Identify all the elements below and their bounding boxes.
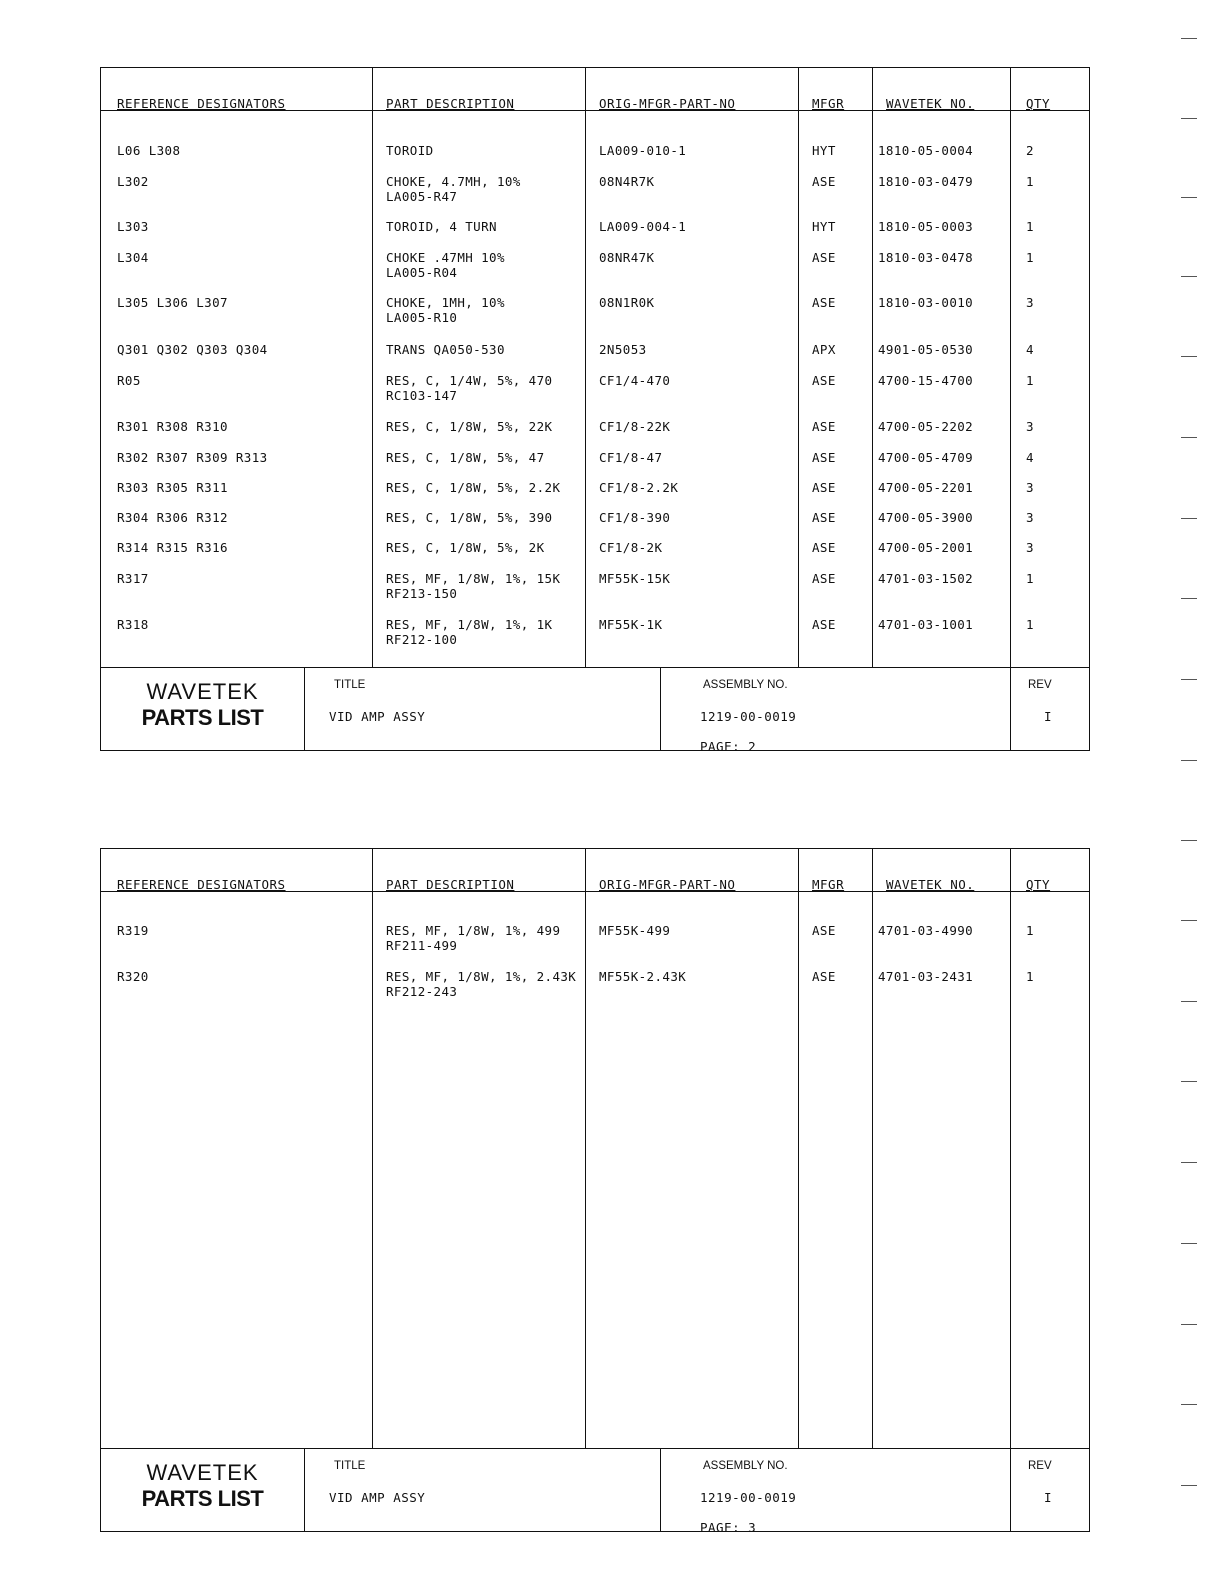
header-ref: REFERENCE DESIGNATORS (117, 96, 286, 111)
footer-divider (660, 667, 661, 750)
cell-ref: L302 (117, 174, 149, 189)
cell-mfgr: APX (812, 342, 836, 357)
cell-mfgr: ASE (812, 540, 836, 555)
cell-mfgr: ASE (812, 419, 836, 434)
cell-orig: MF55K-15K (599, 571, 671, 586)
footer-divider (1010, 667, 1011, 750)
margin-tick (1181, 38, 1197, 39)
header-wavetek: WAVETEK NO. (886, 96, 975, 111)
margin-tick (1181, 1162, 1197, 1163)
cell-mfgr: ASE (812, 969, 836, 984)
cell-wavetek: 1810-05-0004 (878, 143, 974, 158)
cell-wavetek: 4700-05-2001 (878, 540, 974, 555)
cell-wavetek: 4901-05-0530 (878, 342, 974, 357)
cell-qty: 1 (1026, 174, 1034, 189)
page-number: PAGE: 3 (700, 1520, 757, 1535)
cell-wavetek: 4700-05-3900 (878, 510, 974, 525)
column-divider (372, 849, 373, 1448)
header-ref: REFERENCE DESIGNATORS (117, 877, 286, 892)
cell-mfgr: HYT (812, 143, 836, 158)
cell-desc: CHOKE .47MH 10% LA005-R04 (386, 250, 505, 280)
cell-wavetek: 4701-03-2431 (878, 969, 974, 984)
cell-ref: R303 R305 R311 (117, 480, 228, 495)
footer-divider (1010, 1448, 1011, 1531)
cell-mfgr: ASE (812, 480, 836, 495)
rev-value: I (1044, 709, 1053, 724)
cell-qty: 2 (1026, 143, 1034, 158)
cell-orig: CF1/8-2K (599, 540, 663, 555)
cell-qty: 1 (1026, 373, 1034, 388)
parts-list-sheet-page-3 (100, 848, 1090, 1535)
cell-wavetek: 1810-05-0003 (878, 219, 974, 234)
column-divider (798, 68, 799, 667)
header-desc: PART DESCRIPTION (386, 96, 515, 111)
cell-mfgr: ASE (812, 295, 836, 310)
cell-wavetek: 1810-03-0010 (878, 295, 974, 310)
cell-orig: MF55K-499 (599, 923, 671, 938)
cell-desc: TOROID (386, 143, 434, 158)
margin-tick (1181, 1001, 1197, 1002)
margin-tick (1181, 760, 1197, 761)
cell-desc: TOROID, 4 TURN (386, 219, 497, 234)
brand-subtitle: PARTS LIST (141, 1486, 264, 1511)
cell-desc: RES, MF, 1/8W, 1%, 499 RF211-499 (386, 923, 561, 953)
cell-qty: 3 (1026, 480, 1034, 495)
title-block (101, 1448, 1089, 1535)
title-label: TITLE (334, 1460, 366, 1472)
cell-orig: CF1/8-390 (599, 510, 671, 525)
cell-mfgr: ASE (812, 923, 836, 938)
margin-tick (1181, 840, 1197, 841)
cell-orig: CF1/8-2.2K (599, 480, 679, 495)
title-label: TITLE (334, 679, 366, 691)
cell-desc: RES, C, 1/4W, 5%, 470 RC103-147 (386, 373, 553, 403)
margin-tick (1181, 679, 1197, 680)
cell-ref: R05 (117, 373, 141, 388)
margin-tick (1181, 356, 1197, 357)
margin-tick (1181, 276, 1197, 277)
header-wavetek: WAVETEK NO. (886, 877, 975, 892)
column-divider (1010, 68, 1011, 667)
brand-name: WAVETEK (146, 679, 259, 704)
column-divider (1010, 849, 1011, 1448)
assembly-value: 1219-00-0019 (700, 1490, 797, 1505)
cell-mfgr: ASE (812, 510, 836, 525)
cell-qty: 3 (1026, 540, 1034, 555)
column-divider (872, 849, 873, 1448)
margin-tick (1181, 1081, 1197, 1082)
cell-orig: 08N4R7K (599, 174, 655, 189)
cell-ref: R317 (117, 571, 149, 586)
header-desc: PART DESCRIPTION (386, 877, 515, 892)
cell-wavetek: 4700-05-4709 (878, 450, 974, 465)
column-divider (872, 68, 873, 667)
margin-tick (1181, 1243, 1197, 1244)
footer-divider (660, 1448, 661, 1531)
margin-tick (1181, 1404, 1197, 1405)
cell-orig: CF1/8-22K (599, 419, 671, 434)
cell-ref: L303 (117, 219, 149, 234)
cell-mfgr: ASE (812, 174, 836, 189)
brand-name: WAVETEK (146, 1460, 259, 1485)
cell-desc: RES, C, 1/8W, 5%, 2K (386, 540, 545, 555)
cell-desc: RES, MF, 1/8W, 1%, 15K RF213-150 (386, 571, 561, 601)
cell-qty: 3 (1026, 419, 1034, 434)
cell-desc: RES, C, 1/8W, 5%, 2.2K (386, 480, 561, 495)
cell-desc: CHOKE, 4.7MH, 10% LA005-R47 (386, 174, 521, 204)
margin-tick (1181, 437, 1197, 438)
cell-wavetek: 4701-03-1001 (878, 617, 974, 632)
cell-qty: 4 (1026, 450, 1034, 465)
column-divider (372, 68, 373, 667)
cell-ref: R302 R307 R309 R313 (117, 450, 268, 465)
margin-tick (1181, 1485, 1197, 1486)
cell-ref: L305 L306 L307 (117, 295, 228, 310)
footer-divider (304, 1448, 305, 1531)
footer-divider (304, 667, 305, 750)
column-divider (585, 68, 586, 667)
cell-qty: 1 (1026, 923, 1034, 938)
cell-ref: L304 (117, 250, 149, 265)
header-qty: QTY (1026, 877, 1051, 892)
cell-qty: 4 (1026, 342, 1034, 357)
cell-desc: RES, C, 1/8W, 5%, 47 (386, 450, 545, 465)
rev-label: REV (1028, 679, 1052, 691)
cell-qty: 1 (1026, 617, 1034, 632)
assembly-value: 1219-00-0019 (700, 709, 797, 724)
column-divider (798, 849, 799, 1448)
cell-desc: RES, MF, 1/8W, 1%, 2.43K RF212-243 (386, 969, 577, 999)
cell-orig: 2N5053 (599, 342, 647, 357)
cell-wavetek: 4701-03-4990 (878, 923, 974, 938)
cell-mfgr: ASE (812, 450, 836, 465)
rev-value: I (1044, 1490, 1053, 1505)
wavetek-logo (101, 667, 304, 750)
cell-desc: RES, MF, 1/8W, 1%, 1K RF212-100 (386, 617, 553, 647)
cell-ref: Q301 Q302 Q303 Q304 (117, 342, 268, 357)
title-block (101, 667, 1089, 754)
cell-wavetek: 1810-03-0479 (878, 174, 974, 189)
cell-wavetek: 4700-05-2201 (878, 480, 974, 495)
cell-qty: 1 (1026, 571, 1034, 586)
cell-desc: RES, C, 1/8W, 5%, 390 (386, 510, 553, 525)
cell-qty: 3 (1026, 295, 1034, 310)
cell-mfgr: ASE (812, 250, 836, 265)
assembly-label: ASSEMBLY NO. (703, 1460, 788, 1472)
cell-desc: CHOKE, 1MH, 10% LA005-R10 (386, 295, 505, 325)
header-orig: ORIG-MFGR-PART-NO (599, 96, 736, 111)
cell-orig: 08N1R0K (599, 295, 655, 310)
header-orig: ORIG-MFGR-PART-NO (599, 877, 736, 892)
cell-desc: RES, C, 1/8W, 5%, 22K (386, 419, 553, 434)
assembly-label: ASSEMBLY NO. (703, 679, 788, 691)
cell-mfgr: HYT (812, 219, 836, 234)
column-divider (585, 849, 586, 1448)
cell-wavetek: 4701-03-1502 (878, 571, 974, 586)
cell-orig: CF1/4-470 (599, 373, 671, 388)
margin-tick (1181, 197, 1197, 198)
cell-wavetek: 4700-15-4700 (878, 373, 974, 388)
margin-tick (1181, 1324, 1197, 1325)
cell-qty: 1 (1026, 219, 1034, 234)
cell-qty: 1 (1026, 969, 1034, 984)
cell-mfgr: ASE (812, 617, 836, 632)
cell-desc: TRANS QA050-530 (386, 342, 505, 357)
cell-ref: R314 R315 R316 (117, 540, 228, 555)
cell-qty: 3 (1026, 510, 1034, 525)
cell-qty: 1 (1026, 250, 1034, 265)
cell-ref: R320 (117, 969, 149, 984)
header-mfgr: MFGR (812, 96, 845, 111)
cell-orig: 08NR47K (599, 250, 655, 265)
cell-orig: CF1/8-47 (599, 450, 663, 465)
margin-tick (1181, 118, 1197, 119)
header-mfgr: MFGR (812, 877, 845, 892)
title-value: VID AMP ASSY (329, 1490, 426, 1505)
cell-wavetek: 4700-05-2202 (878, 419, 974, 434)
margin-tick (1181, 920, 1197, 921)
cell-orig: MF55K-2.43K (599, 969, 687, 984)
margin-tick (1181, 598, 1197, 599)
cell-ref: R319 (117, 923, 149, 938)
parts-list-sheet-page-2 (100, 67, 1090, 754)
margin-tick (1181, 518, 1197, 519)
header-qty: QTY (1026, 96, 1051, 111)
cell-ref: R301 R308 R310 (117, 419, 228, 434)
cell-orig: LA009-004-1 (599, 219, 687, 234)
cell-orig: LA009-010-1 (599, 143, 687, 158)
rev-label: REV (1028, 1460, 1052, 1472)
cell-orig: MF55K-1K (599, 617, 663, 632)
title-value: VID AMP ASSY (329, 709, 426, 724)
cell-mfgr: ASE (812, 571, 836, 586)
brand-subtitle: PARTS LIST (141, 705, 264, 730)
wavetek-logo (101, 1448, 304, 1531)
cell-ref: R318 (117, 617, 149, 632)
cell-ref: R304 R306 R312 (117, 510, 228, 525)
cell-wavetek: 1810-03-0478 (878, 250, 974, 265)
page-number: PAGE: 2 (700, 739, 757, 754)
cell-ref: L06 L308 (117, 143, 181, 158)
cell-mfgr: ASE (812, 373, 836, 388)
